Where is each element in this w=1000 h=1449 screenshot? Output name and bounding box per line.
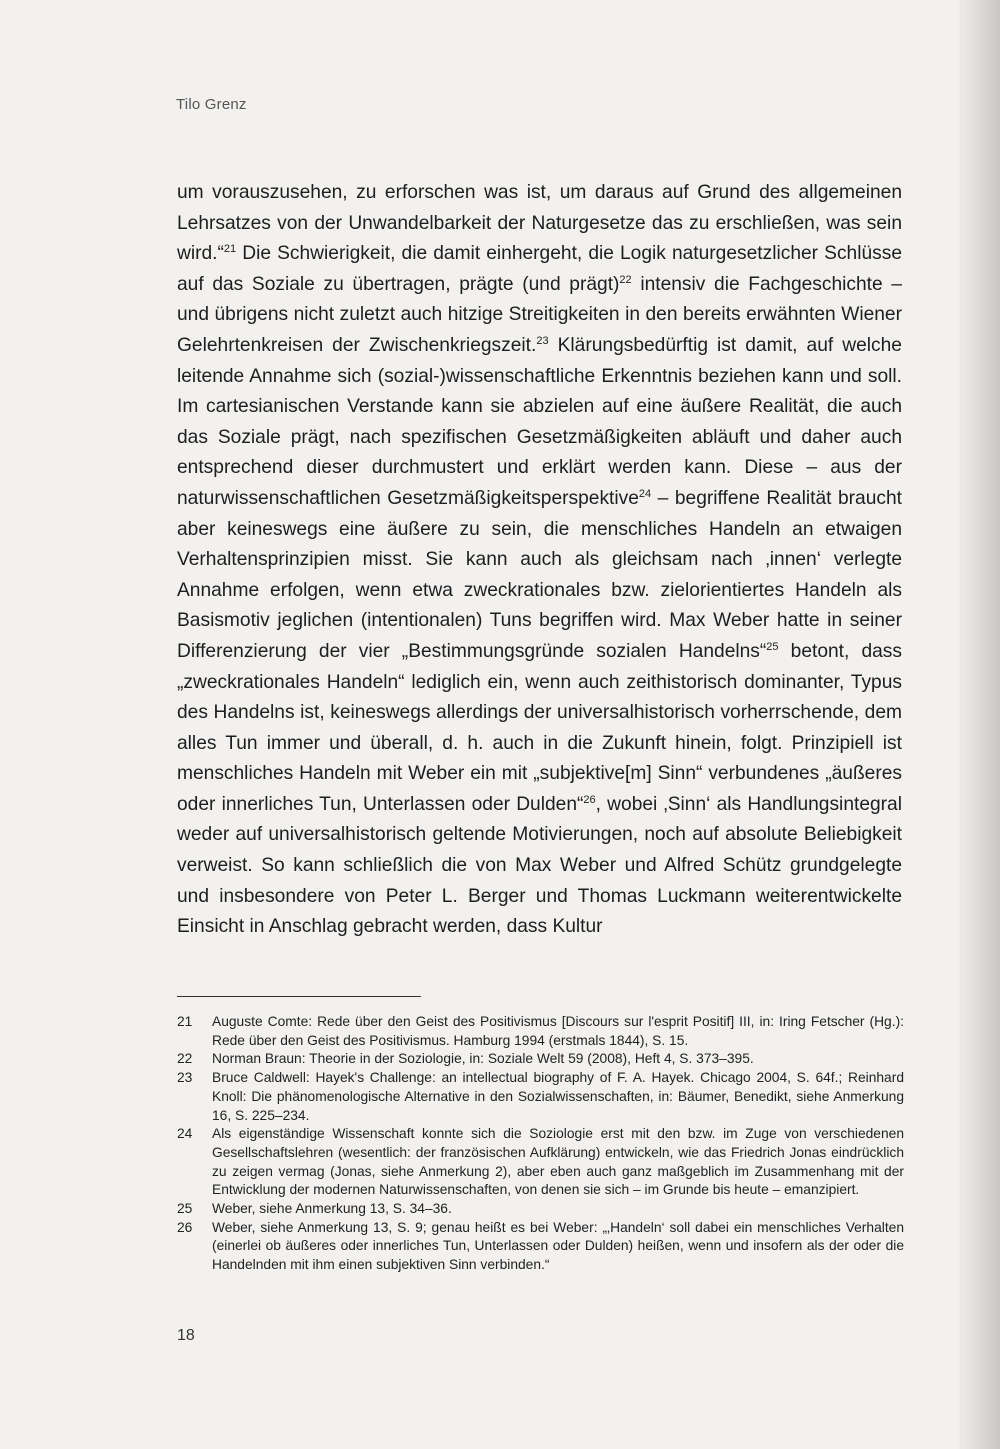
footnote-text: Weber, siehe Anmerkung 13, S. 34–36. bbox=[212, 1201, 452, 1217]
footnote bbox=[177, 1200, 904, 1219]
body-paragraph bbox=[177, 178, 902, 943]
footnote bbox=[177, 1013, 904, 1050]
footnote-number: 25 bbox=[177, 1201, 193, 1217]
footnote-text: Auguste Comte: Rede über den Geist des Positivismus [Discours sur l'esprit Positif] III, in: Iring Fetscher (Hg.): Rede über den Geist des Positivismus. Hamburg 1994 (erstmals 1844), S. 15. bbox=[212, 1014, 904, 1048]
footnote-ref[interactable]: 25 bbox=[766, 640, 779, 653]
footnote-text: Norman Braun: Theorie in der Soziologie, in: Soziale Welt 59 (2008), Heft 4, S. 373–395. bbox=[212, 1051, 754, 1067]
footnote-divider bbox=[177, 996, 421, 997]
footnote bbox=[177, 1125, 904, 1200]
footnote bbox=[177, 1050, 904, 1069]
footnote-number: 24 bbox=[177, 1126, 193, 1142]
running-head: Tilo Grenz bbox=[176, 96, 247, 113]
body-text-segment: Die Schwierigkeit, die damit einhergeht, die Logik naturgesetzlicher Schlüsse auf das Soziale zu übertragen, prägte (und prägt) bbox=[177, 243, 902, 295]
footnotes bbox=[177, 1013, 904, 1275]
footnote bbox=[177, 1069, 904, 1125]
body-text-segment: – begriffene Realität braucht aber keineswegs eine äußere zu sein, die menschliches Handeln an etwaigen Verhaltensprinzipien misst. Sie kann auch als gleichsam nach ‚innen‘ verlegte Annahme erfolgen, wenn etwa zweckrationales bzw. zielorientiertes Handeln als Basismotiv jeglichen (intentionalen) Tuns begriffen wird. Max Weber hatte in seiner Differenzierung der vier „Bestimmungsgründe sozialen Handelns“ bbox=[177, 487, 902, 662]
footnote-text: Als eigenständige Wissenschaft konnte sich die Soziologie erst mit den bzw. im Zuge von verschiedenen Gesellschaftslehren (wesentlich: der französischen Aufklärung) entwickeln, wie das Friedrich Jonas eindrücklich zu zeigen vermag (Jonas, siehe Anmerkung 2), aber eben auch ganz maßgeblich im Zusammenhang mit der Entwicklung der modernen Naturwissenschaften, von denen sie sich – im Grunde bis heute – emanzipiert. bbox=[212, 1126, 904, 1198]
page-number: 18 bbox=[177, 1327, 195, 1344]
footnote-text: Bruce Caldwell: Hayek's Challenge: an intellectual biography of F. A. Hayek. Chicago 2004, S. 64f.; Reinhard Knoll: Die phänomenologische Alternative in den Sozialwissenschaften, in: Bäumer, Benedikt, siehe Anmerkung 16, S. 225–234. bbox=[212, 1070, 904, 1123]
footnote-ref[interactable]: 21 bbox=[223, 243, 237, 256]
footnote bbox=[177, 1219, 904, 1275]
footnote-ref[interactable]: 26 bbox=[583, 793, 596, 806]
main-text bbox=[177, 178, 902, 943]
footnote-number: 22 bbox=[177, 1051, 193, 1067]
body-text-segment: um vorauszusehen, zu erforschen was ist, um daraus auf Grund des allgemeinen Lehrsatzes von der Unwandelbarkeit der Naturgesetze das zu erschließen, was sein wird.“ bbox=[177, 182, 902, 265]
footnote-ref[interactable]: 22 bbox=[619, 273, 632, 286]
footnote-ref[interactable]: 24 bbox=[638, 487, 652, 500]
body-text-segment: , wobei ‚Sinn‘ als Handlungsintegral weder auf universalhistorisch geltende Motivierungen, noch auf absolute Beliebigkeit verweist. So kann schließlich die von Max Weber und Alfred Schütz grundgelegte und insbesondere von Peter L. Berger und Thomas Luckmann weiterentwickelte Einsicht in Anschlag gebracht werden, dass Kultur bbox=[177, 793, 902, 938]
body-text-segment: Klärungsbedürftig ist damit, auf welche leitende Annahme sich (sozial-)wissenschaftliche Erkenntnis beziehen kann und soll. Im cartesianischen Verstande kann sie abzielen auf eine äußere Realität, die auch das Soziale prägt, nach spezifischen Gesetzmäßigkeiten abläuft und daher auch entsprechend dieser durchmustert und erklärt werden kann. Diese – aus der naturwissenschaftlichen Gesetzmäßigkeitsperspektive bbox=[177, 334, 902, 509]
page-gutter-shadow bbox=[958, 0, 962, 1449]
body-text-segment: intensiv die Fachgeschichte – und übrigens nicht zuletzt auch hitzige Streitigkeiten in den bereits erwähnten Wiener Gelehrtenkreisen der Zwischenkriegszeit. bbox=[177, 273, 902, 356]
footnote-text: Weber, siehe Anmerkung 13, S. 9; genau heißt es bei Weber: „‚Handeln‘ soll dabei ein menschliches Verhalten (einerlei ob äußeres oder innerliches Tun, Unterlassen oder Dulden) heißen, wenn und insofern als der oder die Handelnden mit ihm einen subjektiven Sinn verbinden.“ bbox=[212, 1219, 904, 1273]
body-text-segment: betont, dass „zweckrationales Handeln“ lediglich ein, wenn auch zeithistorisch dominanter, Typus des Handelns ist, keineswegs allerdings der universalhistorisch vorherrschende, dem alles Tun immer und überall, d. h. auch in die Zukunft hinein, folgt. Prinzipiell ist menschliches Handeln mit Weber ein mit „subjektive[m] Sinn“ verbundenes „äußeres oder innerliches Tun, Unterlassen oder Dulden“ bbox=[177, 640, 902, 815]
footnote-number: 23 bbox=[177, 1070, 193, 1086]
footnote-number: 26 bbox=[177, 1219, 193, 1235]
footnote-number: 21 bbox=[177, 1014, 193, 1029]
page-edge bbox=[962, 0, 1000, 1449]
footnote-ref[interactable]: 23 bbox=[536, 334, 549, 347]
